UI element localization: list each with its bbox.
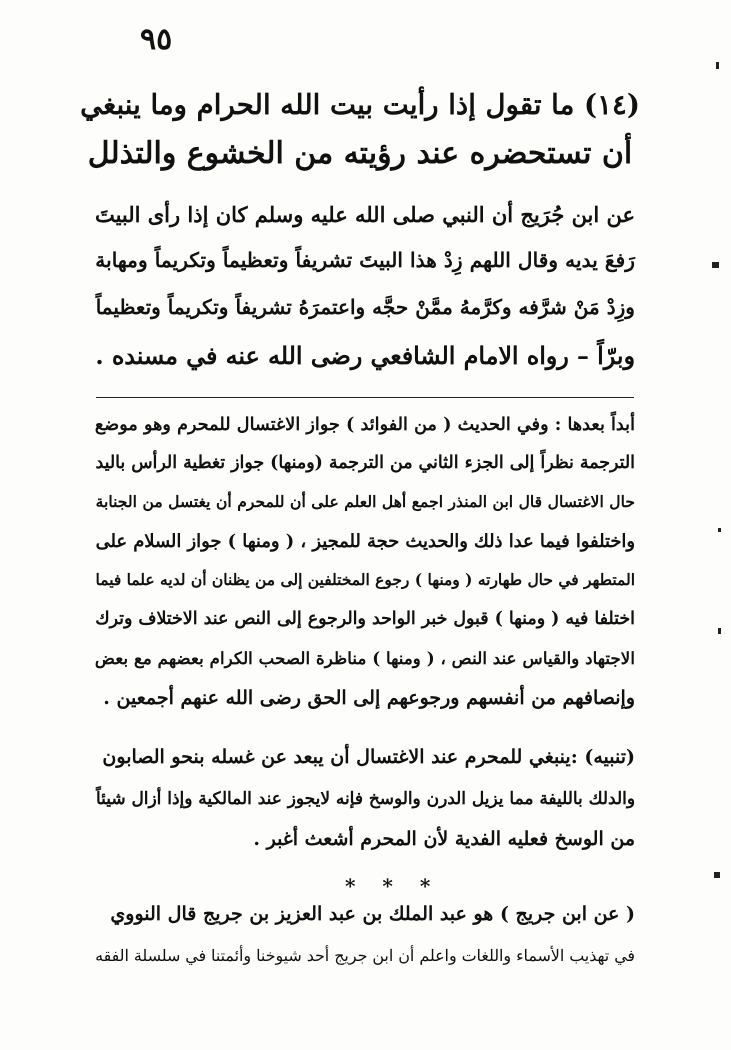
body-line: عن ابن جُرَيج أن النبي صلى الله عليه وسلم كان إذا رأى البيتَ [95, 202, 635, 227]
closing-line: في تهذيب الأسماء واللغات واعلم أن ابن جريج أحد شيوخنا وأئمتنا في سلسلة الفقه [95, 946, 635, 965]
body-line: وبرّاً – رواه الامام الشافعي رضى الله عنه في مسنده . [95, 342, 635, 370]
notice-line: والدلك بالليفة مما يزيل الدرن والوسخ فإنه لايجوز عند المالكية وإذا أزال شيئاً [96, 788, 635, 808]
section-heading-line-2: أن تستحضره عند رؤيته من الخشوع والتذلل [87, 136, 633, 171]
footnote-line: أبداً بعدها : وفي الحديث ( من الفوائد ) جواز الاغتسال للمحرم وهو موضع [94, 414, 635, 435]
footnote-divider [96, 397, 634, 398]
scan-speck [712, 262, 719, 268]
body-line: وزِدْ مَنْ شرَّفه وكرَّمهُ ممَّنْ حجَّه واعتمرَهُ تشريفاً وتكريماً وتعظيماً [95, 295, 635, 319]
notice-line: من الوسخ فعليه الفدية لأن المحرم أشعث أغبر . [253, 828, 635, 850]
footnote-line: وإنصافهم من أنفسهم ورجوعهم إلى الحق رضى الله عنهم أجمعين . [103, 687, 635, 709]
footnote-line: الاجتهاد والقياس عند النص ، ( ومنها ) مناظرة الصحب الكرام بعضهم مع بعض [94, 648, 635, 668]
footnote-line: المتطهر في حال طهارته ( ومنها ) رجوع المختلفين إلى من يظنان أن لديه علما فيما [95, 570, 635, 589]
footnote-line: واختلفوا فيما عدا ذلك والحديث حجة للمجيز ، ( ومنها ) جواز السلام على [95, 531, 635, 552]
scan-speck [718, 628, 721, 634]
closing-line: ( عن ابن جريج ) هو عبد الملك بن عبد العزيز بن جريج قال النووي [110, 903, 635, 925]
section-separator: * * * [345, 874, 441, 898]
page-number: ٩٥ [140, 22, 173, 57]
footnote-line: اختلفا فيه ( ومنها ) قبول خبر الواحد والرجوع إلى النص عند الاختلاف وترك [95, 609, 635, 629]
section-heading-line-1: (١٤) ما تقول إذا رأيت بيت الله الحرام وما ينبغي [80, 88, 640, 121]
scan-speck [718, 528, 721, 532]
notice-line: (تنبيه) :ينبغي للمحرم عند الاغتسال أن يبعد عن غسله بنحو الصابون [102, 746, 635, 768]
body-line: رَفعَ يديه وقال اللهم زِدْ هذا البيتَ تشريفاً وتعظيماً وتكريماً ومهابة [95, 248, 635, 272]
footnote-line: الترجمة نظراً إلى الجزء الثاني من الترجمة (ومنها) جواز تغطية الرأس باليد [95, 453, 635, 473]
footnote-line: حال الاغتسال قال ابن المنذر اجمع أهل العلم على أن للمحرم أن يغتسل من الجنابة [95, 492, 635, 511]
scan-speck [714, 872, 720, 878]
scan-speck [716, 62, 719, 69]
